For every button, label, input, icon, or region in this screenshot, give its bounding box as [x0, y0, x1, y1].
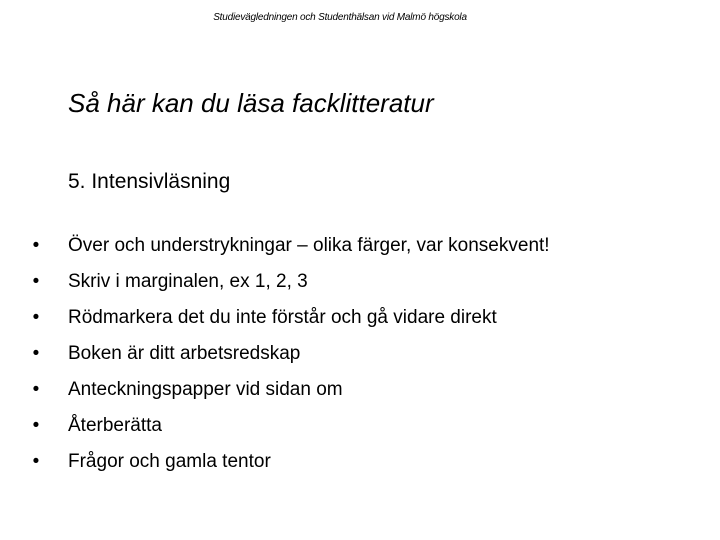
- bullet-text: Anteckningspapper vid sidan om: [68, 379, 343, 400]
- bullet-text: Boken är ditt arbetsredskap: [68, 343, 301, 364]
- bullet-icon: •: [32, 271, 40, 292]
- bullet-icon: •: [32, 235, 40, 256]
- bullet-icon: •: [32, 379, 40, 400]
- header-text: Studievägledningen och Studenthälsan vid Malmö högskola: [213, 12, 467, 23]
- bullet-icon: •: [32, 415, 40, 436]
- bullet-text: Över och understrykningar – olika färger, var konsekvent!: [68, 235, 550, 256]
- bullet-text: Skriv i marginalen, ex 1, 2, 3: [68, 271, 308, 292]
- bullet-text: Frågor och gamla tentor: [68, 451, 271, 472]
- bullet-icon: •: [32, 343, 40, 364]
- section-heading: 5. Intensivläsning: [68, 170, 231, 193]
- slide-title: Så här kan du läsa facklitteratur: [68, 88, 434, 118]
- bullet-icon: •: [32, 307, 40, 328]
- bullet-text: Återberätta: [68, 415, 162, 436]
- bullet-text: Rödmarkera det du inte förstår och gå vidare direkt: [68, 307, 497, 328]
- bullet-icon: •: [32, 451, 40, 472]
